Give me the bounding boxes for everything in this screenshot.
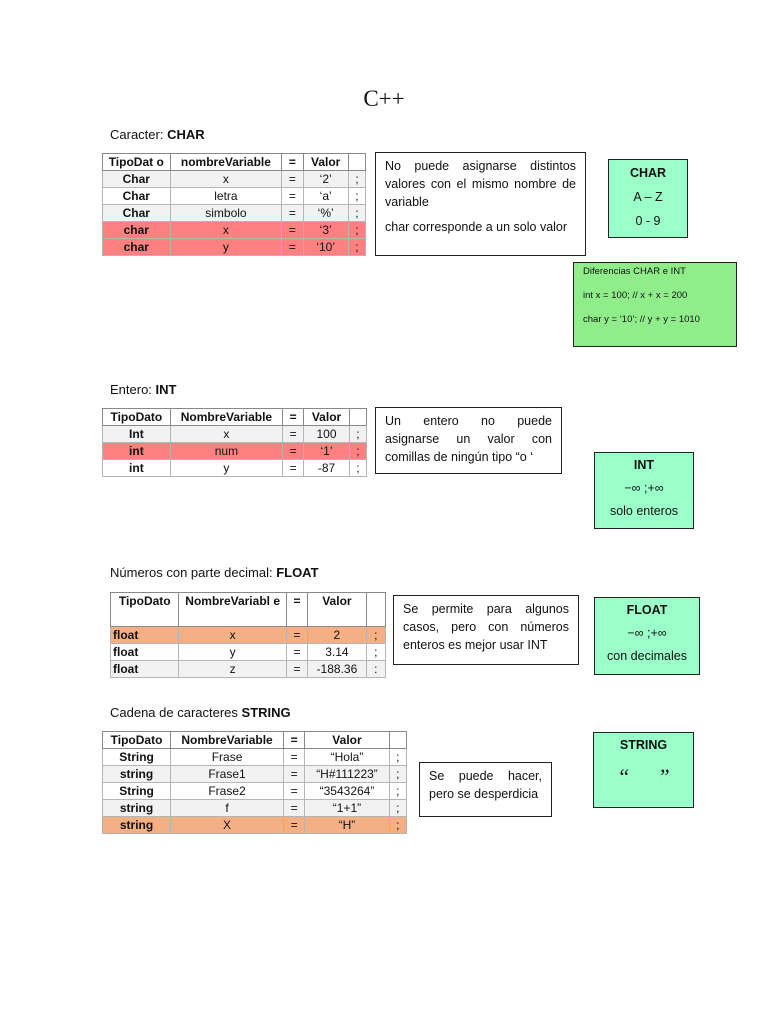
table-row — [103, 188, 366, 205]
table-row — [111, 644, 386, 661]
cell-type: float — [111, 644, 179, 661]
cell-type: String — [103, 749, 171, 766]
cell-semi: : — [366, 661, 385, 678]
header-nombrevariable: NombreVariabl e — [179, 593, 286, 627]
int-box-line-1: −∞ ;+∞ — [624, 481, 664, 495]
string-box — [593, 732, 694, 808]
int-note — [375, 407, 562, 474]
header-blank — [389, 732, 406, 749]
cell-eq: = — [283, 766, 304, 783]
cell-name: letra — [170, 188, 282, 205]
int-table — [102, 408, 367, 477]
char-note — [375, 152, 586, 256]
cell-semi: ; — [348, 188, 365, 205]
cell-value: ‘2’ — [303, 171, 348, 188]
cell-eq: = — [282, 222, 303, 239]
string-box-title: STRING — [619, 738, 668, 752]
cell-value: “H#111223” — [305, 766, 389, 783]
header-blank — [348, 154, 365, 171]
cell-eq: = — [283, 443, 304, 460]
diff-title: Diferencias CHAR e INT — [583, 266, 686, 277]
char-range-box — [608, 159, 688, 238]
cell-eq: = — [283, 426, 304, 443]
cell-type: Char — [103, 171, 171, 188]
table-row — [103, 749, 407, 766]
table-row — [103, 426, 367, 443]
cell-value: 2 — [308, 627, 366, 644]
cell-type: float — [111, 627, 179, 644]
cell-value: 100 — [304, 426, 350, 443]
cell-type: float — [111, 661, 179, 678]
cell-value: “H” — [305, 817, 389, 834]
cell-eq: = — [286, 644, 307, 661]
cell-type: int — [103, 443, 171, 460]
table-row — [103, 171, 366, 188]
char-table — [102, 153, 366, 256]
table-row — [111, 627, 386, 644]
table-row — [103, 783, 407, 800]
cell-name: Frase — [171, 749, 284, 766]
cell-name: x — [170, 426, 282, 443]
cell-type: char — [103, 239, 171, 256]
diff-line-2: char y = ‘10’; // y + y = 1010 — [583, 314, 700, 325]
open-quote: “ — [617, 764, 630, 789]
cell-eq: = — [283, 783, 304, 800]
int-box-line-2: solo enteros — [609, 504, 679, 518]
cell-name: y — [179, 644, 286, 661]
header-equals: = — [283, 409, 304, 426]
cell-name: y — [170, 460, 282, 477]
page-title: C++ — [363, 86, 405, 111]
cell-eq: = — [283, 460, 304, 477]
cell-eq: = — [282, 171, 303, 188]
cell-value: “1+1” — [305, 800, 389, 817]
cell-name: X — [171, 817, 284, 834]
table-row — [103, 800, 407, 817]
cell-semi: ; — [389, 800, 406, 817]
cell-value: ‘%’ — [303, 205, 348, 222]
table-row — [103, 222, 366, 239]
cell-eq: = — [283, 749, 304, 766]
float-box-title: FLOAT — [626, 603, 668, 617]
char-note-text-2: char corresponde a un solo valor — [385, 220, 568, 234]
cell-type: char — [103, 222, 171, 239]
cell-value: ‘10’ — [303, 239, 348, 256]
header-tipodato: TipoDato — [103, 409, 171, 426]
cell-semi: ; — [366, 627, 385, 644]
cell-eq: = — [282, 205, 303, 222]
cell-semi: ; — [349, 426, 366, 443]
string-table — [102, 731, 407, 834]
cell-semi: ; — [349, 443, 366, 460]
char-note-text-1: No puede asignarse distintos valores con el mismo nombre de variable — [385, 159, 576, 209]
table-row — [103, 443, 367, 460]
header-equals: = — [286, 593, 307, 627]
cell-type: string — [103, 800, 171, 817]
string-heading: Cadena de caracteres STRING — [110, 705, 291, 720]
cell-name: num — [170, 443, 282, 460]
int-box-title: INT — [633, 458, 655, 472]
cell-semi: ; — [348, 171, 365, 188]
string-note-text: Se puede hacer, pero se desperdicia — [429, 769, 542, 801]
header-valor: Valor — [304, 409, 350, 426]
table-header-row — [111, 593, 386, 627]
header-valor: Valor — [308, 593, 366, 627]
float-note-text: Se permite para algunos casos, pero con números enteros es mejor usar INT — [403, 602, 569, 652]
cell-semi: ; — [366, 644, 385, 661]
cell-type: string — [103, 766, 171, 783]
float-table — [110, 592, 386, 678]
table-row — [103, 766, 407, 783]
header-blank — [349, 409, 366, 426]
cell-value: ‘a’ — [303, 188, 348, 205]
cell-name: z — [179, 661, 286, 678]
char-box-line-2: 0 - 9 — [635, 214, 661, 228]
cell-semi: ; — [348, 205, 365, 222]
header-nombrevariable: NombreVariable — [171, 732, 284, 749]
table-header-row — [103, 732, 407, 749]
cell-name: Frase1 — [171, 766, 284, 783]
int-heading: Entero: INT — [110, 382, 177, 397]
cell-type: Int — [103, 426, 171, 443]
table-row — [103, 460, 367, 477]
cell-type: String — [103, 783, 171, 800]
cell-eq: = — [282, 188, 303, 205]
cell-name: x — [170, 171, 282, 188]
float-box-line-2: con decimales — [607, 649, 687, 663]
cell-semi: ; — [389, 783, 406, 800]
table-header-row — [103, 154, 366, 171]
cell-semi: ; — [389, 817, 406, 834]
table-row — [103, 817, 407, 834]
float-box-line-1: −∞ ;+∞ — [627, 626, 667, 640]
cell-eq: = — [286, 661, 307, 678]
table-header-row — [103, 409, 367, 426]
char-box-line-1: A – Z — [633, 190, 663, 204]
close-quote: ” — [657, 764, 670, 789]
header-equals: = — [283, 732, 304, 749]
cell-eq: = — [286, 627, 307, 644]
cell-value: 3.14 — [308, 644, 366, 661]
cell-value: -87 — [304, 460, 350, 477]
float-range-box — [594, 597, 700, 675]
cell-eq: = — [282, 239, 303, 256]
header-nombrevariable: nombreVariable — [170, 154, 282, 171]
char-int-diff-box — [573, 262, 737, 347]
int-range-box — [594, 452, 694, 529]
header-valor: Valor — [305, 732, 389, 749]
cell-semi: ; — [348, 222, 365, 239]
header-equals: = — [282, 154, 303, 171]
cell-type: Char — [103, 205, 171, 222]
header-tipodato: TipoDato — [103, 732, 171, 749]
diff-line-1: int x = 100; // x + x = 200 — [583, 290, 688, 301]
cell-type: Char — [103, 188, 171, 205]
cell-name: f — [171, 800, 284, 817]
cell-value: -188.36 — [308, 661, 366, 678]
cell-eq: = — [283, 817, 304, 834]
cell-semi: ; — [389, 749, 406, 766]
cell-name: x — [170, 222, 282, 239]
cell-name: y — [170, 239, 282, 256]
cell-name: Frase2 — [171, 783, 284, 800]
float-heading: Números con parte decimal: FLOAT — [110, 565, 319, 580]
cell-value: “Hola” — [305, 749, 389, 766]
cell-semi: ; — [389, 766, 406, 783]
cell-name: x — [179, 627, 286, 644]
cell-eq: = — [283, 800, 304, 817]
char-box-title: CHAR — [629, 166, 667, 180]
string-note — [419, 762, 552, 817]
cell-value: “3543264” — [305, 783, 389, 800]
header-blank — [366, 593, 385, 627]
header-nombrevariable: NombreVariable — [170, 409, 282, 426]
header-tipodato: TipoDat o — [103, 154, 171, 171]
cell-type: int — [103, 460, 171, 477]
table-row — [103, 205, 366, 222]
int-note-text: Un entero no puede asignarse un valor con comillas de ningún tipo “o ‘ — [385, 414, 552, 464]
cell-name: simbolo — [170, 205, 282, 222]
string-quotes — [594, 764, 693, 790]
float-note — [393, 595, 579, 665]
cell-type: string — [103, 817, 171, 834]
cell-value: ‘3’ — [303, 222, 348, 239]
cell-semi: ; — [348, 239, 365, 256]
char-heading: Caracter: CHAR — [110, 127, 205, 142]
header-tipodato: TipoDato — [111, 593, 179, 627]
table-row — [111, 661, 386, 678]
cell-semi: ; — [349, 460, 366, 477]
cell-value: ‘1’ — [304, 443, 350, 460]
table-row — [103, 239, 366, 256]
header-valor: Valor — [303, 154, 348, 171]
